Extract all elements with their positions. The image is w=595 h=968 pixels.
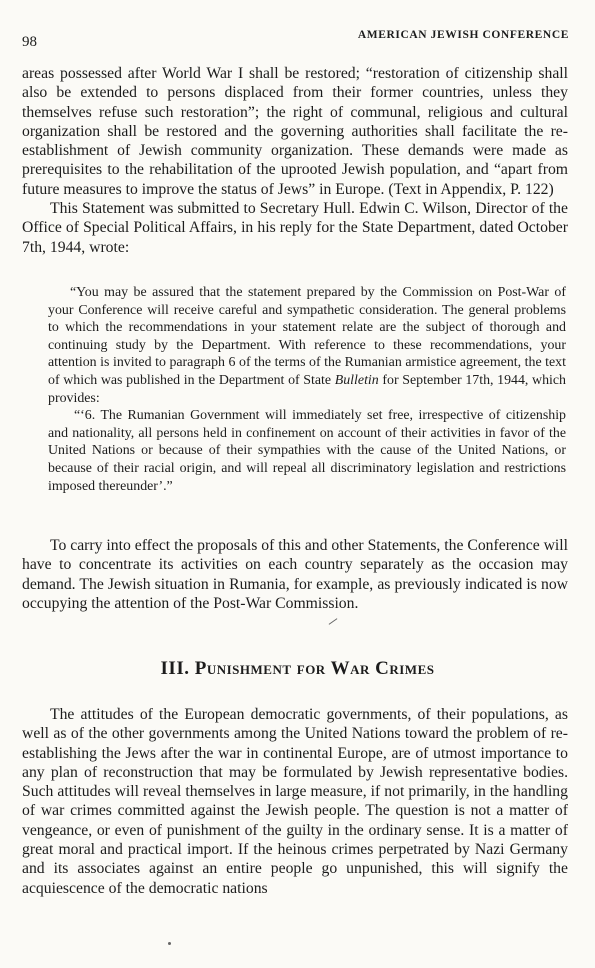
body-block-1 xyxy=(22,64,568,257)
bulletin-title: Bulletin xyxy=(334,372,379,388)
ink-dot xyxy=(168,942,171,945)
paragraph-restoration: areas possessed after World War I shall be restored; “restoration of citizenship shall also be extended to persons displaced from their former countries, unless they themselves refuse such restoration”; the right of communal, religious and cultural organization shall be restored and the governing authorities shall facilitate the re-establishment of Jewish community organization. These demands were made as prerequisites to the rehabilitation of the uprooted Jewish population, and “apart from future measures to improve the status of Jews” in Europe. (Text in Appendix, P. 122) xyxy=(22,65,568,198)
block-quote xyxy=(48,284,566,495)
ink-mark xyxy=(329,618,338,625)
body-block-3 xyxy=(22,705,568,898)
paragraph-attitudes: The attitudes of the European democratic governments, of their populations, as well as of the other governments among the United Nations toward the problem of re-establishing the Jews after the war in continental Europe, are of utmost importance to any plan of reconstruction that may be formulated by Jewish representative bodies. Such attitudes will reveal themselves in large measure, if not primarily, in the handling of war crimes committed against the Jewish people. The question is not a matter of vengeance, or even of punishment of the guilty in the ordinary sense. It is a matter of great moral and practical import. If the heinous crimes perpetrated by Nazi Germany and its associates against an entire people go unpunished, this will signify the acquiescence of the democratic nations xyxy=(22,706,568,897)
body-block-2 xyxy=(22,536,568,613)
quote-armistice-paragraph: “‘6. The Rumanian Government will immediately set free, irrespective of citizenship and nationality, all persons held in confinement on account of their activities in favor of the United Nations or because of their sympathies with the cause of the United Nations, or because of their racial origin, and will repeal all discriminatory legislation and restrictions imposed thereunder’.” xyxy=(48,408,566,494)
section-title: Punishment for War Crimes xyxy=(194,658,435,679)
page-number: 98 xyxy=(22,34,37,50)
section-numeral: III. xyxy=(160,658,190,679)
paragraph-carry-into-effect: To carry into effect the proposals of this and other Statements, the Conference will have to concentrate its activities on each country separately as the occasion may demand. The Jewish situation in Rumania, for example, as previously indicated is now occupying the attention of the Post-War Commission. xyxy=(22,537,568,612)
quote-wilson-text-end: for September 17th, 1944, which provides: xyxy=(48,372,567,406)
running-head: AMERICAN JEWISH CONFERENCE xyxy=(357,29,569,41)
paragraph-statement-submitted: This Statement was submitted to Secretary Hull. Edwin C. Wilson, Director of the Office of Special Political Affairs, in his reply for the State Department, dated October 7th, 1944, wrote: xyxy=(22,200,568,256)
quote-wilson-letter xyxy=(48,284,566,407)
quote-wilson-text: “You may be assured that the statement prepared by the Commission on Post-War of your Conference will receive careful and sympathetic consideration. The general problems to which the recommendations in your statement relate are the subject of thorough and continuing study by the Department. With reference to these recommendations, your attention is invited to paragraph 6 of the terms of the Rumanian armistice agreement, the text of which was published in the Department of State xyxy=(48,285,566,388)
section-heading xyxy=(0,658,595,680)
